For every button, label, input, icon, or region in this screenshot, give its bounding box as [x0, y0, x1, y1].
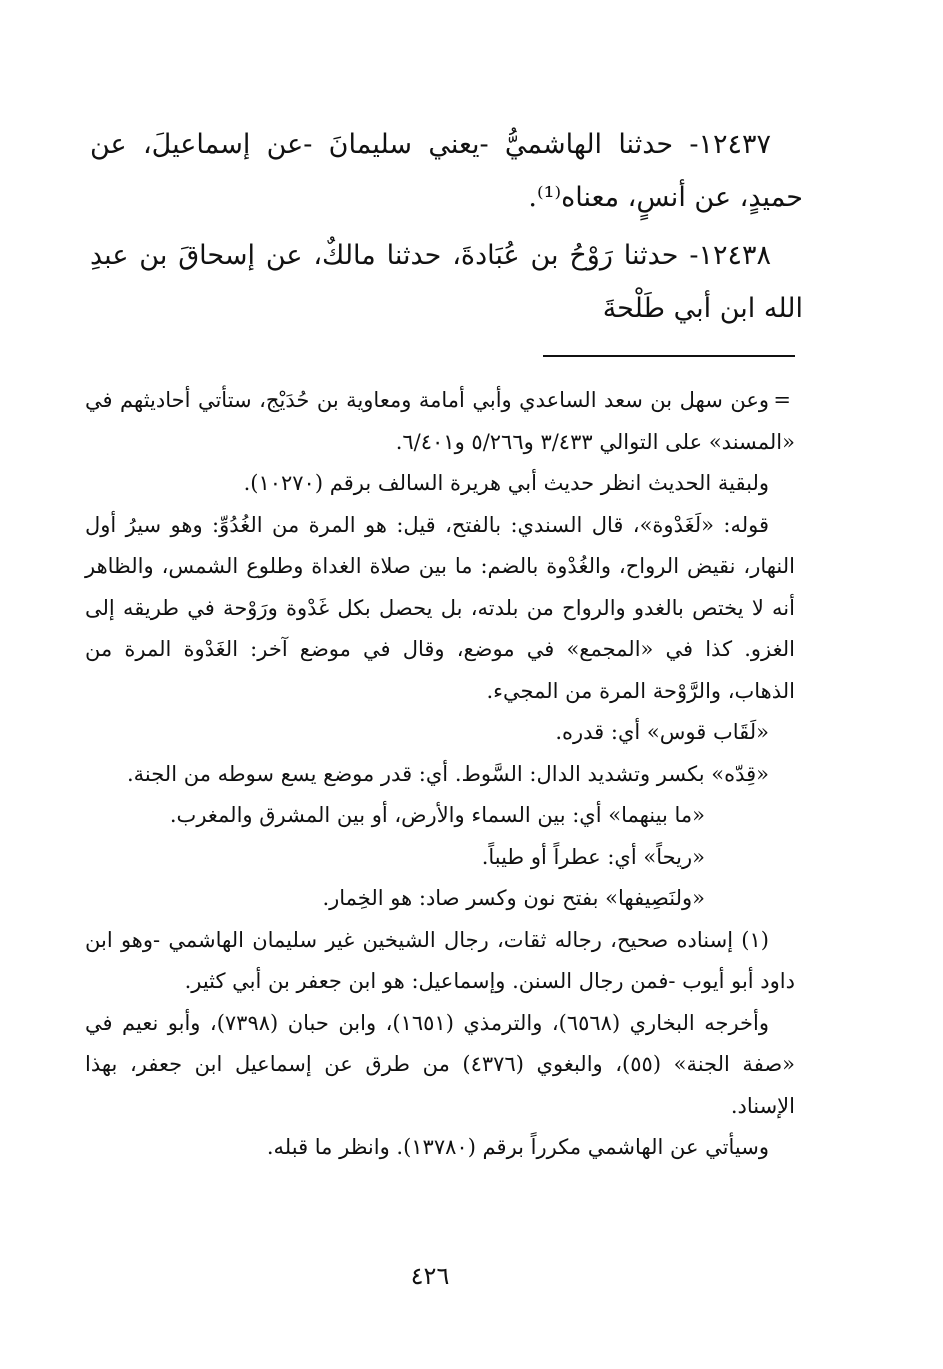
footnote-paragraph: قوله: «لَغَدْوة»، قال السندي: بالفتح، قيل: هو المرة من الغُدُوِّ: وهو سيرُ أول النهار، نقيض الرواح، والغُدْوة بالضم: ما بين صلاة الغداة وطلوع الشمس، والظاهر أنه لا يختص بالغدو والرواح من بلدته، بل يحصل بكل غَدْوة ورَوْحة في طريقه إلى الغزو. كذا في «المجمع» في موضع، وقال في موضع آخر: الغَدْوة المرة من الذهاب، والرَّوْحة المرة من المجيء. — [85, 512, 795, 703]
footnote-paragraph: «ريحاً» أي: عطراً أو طيباً. — [481, 844, 705, 869]
footnote-paragraph: «قِدّه» بكسر وتشديد الدال: السَّوط. أي: قدر موضع يسع سوطه من الجنة. — [126, 761, 769, 786]
hadith-12437: ١٢٤٣٧- حدثنا الهاشميُّ -يعني سليمانَ -عن إسماعيلَ، عن حميدٍ، عن أنسٍ، معناه⁽¹⁾. — [90, 129, 803, 213]
footnote-paragraph: «ما بينهما» أي: بين السماء والأرض، أو بين المشرق والمغرب. — [169, 803, 705, 827]
page-number: ٤٢٦ — [410, 1262, 450, 1290]
continuation-mark: = — [773, 388, 791, 412]
footnote-paragraph: وأخرجه البخاري (٦٥٦٨)، والترمذي (١٦٥١)، وابن حبان (٧٣٩٨)، وأبو نعيم في «صفة الجنة» (٥٥)، والبغوي (٤٣٧٦) من طرق عن إسماعيل ابن جعفر، بهذا الإسناد. — [85, 1010, 795, 1118]
footnote-paragraph: وعن سهل بن سعد الساعدي وأبي أمامة ومعاوية بن حُدَيْج، ستأتي أحاديثهم في «المسند» على التوالي ٣/٤٣٣ و٥/٢٦٦ و٦/٤٠١. — [85, 388, 795, 454]
footnote-paragraph: «لَقَاب قوس» أي: قدره. — [555, 720, 769, 744]
hadith-12438: ١٢٤٣٨- حدثنا رَوْحُ بن عُبَادةَ، حدثنا مالكٌ، عن إسحاقَ بن عبدِ الله ابن أبي طَلْحةَ — [90, 240, 803, 324]
footnote-1: (١) إسناده صحيح، رجاله ثقات، رجال الشيخين غير سليمان الهاشمي -وهو ابن داود أبو أيوب -فمن رجال السنن. وإسماعيل: هو ابن جعفر بن أبي كثير. — [85, 927, 795, 993]
main-text — [90, 118, 803, 340]
footnote-paragraph: وسيأتي عن الهاشمي مكرراً برقم (١٣٧٨٠). وانظر ما قبله. — [266, 1135, 769, 1159]
footnote-divider — [543, 355, 795, 357]
footnote-paragraph: ولبقية الحديث انظر حديث أبي هريرة السالف برقم (١٠٢٧٠). — [243, 471, 769, 495]
footnote-paragraph: «ولنَصِيفها» بفتح نون وكسر صاد: هو الخِمار. — [322, 886, 705, 910]
footnotes — [85, 380, 795, 1169]
footnote-continued — [85, 380, 795, 463]
